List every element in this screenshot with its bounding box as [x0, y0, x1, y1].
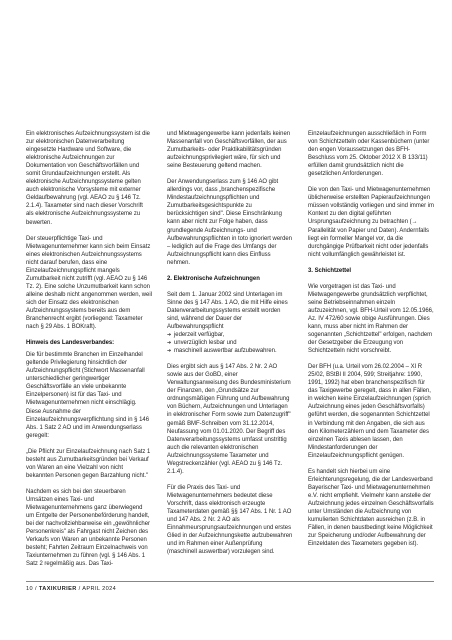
- column-2: [167, 130, 293, 556]
- paragraph: Der BFH (u.a. Urteil vom 26.02.2004 – XI R 25/02, BStBl II 2004, 599; Streitjahre: 1990, 1991, 1992) hat eben branchenspezifisch für das Taxigewerbe geregelt, dass in allen Fällen, in welchen keine Einzelaufzeichnungen (sprich Aufzeichnung eines jeden Geschäftsvorfalls) geführt werden, die sogenannten Schichtzettel in Verbindung mit den Angaben, die sich aus den Kilometerzählern und dem Taxameter des einzelnen Taxis ablesen lassen, den Mindestanforderungen der Einzelaufzeichnungspflicht genügen.: [308, 364, 431, 459]
- list-item: ➔ unverzüglich lesbar und: [167, 339, 293, 347]
- paragraph: Ein elektronisches Aufzeichnungssystem ist die zur elektronischen Datenverarbeitung eingesetzte Hardware und Software, die elektronische Aufzeichnungen zur Dokumentation von Geschäftsvorfällen und somit Grundaufzeichnungen erstellt. Als elektronische Aufzeichnungssysteme gelten auch elektronische Vorsysteme mit externer Geldaufbewahrung (vgl. AEAO zu § 146 Tz. 2.1.4). Taxameter sind nach dieser Vorschrift als elektronische Aufzeichnungssysteme zu bewerten.: [26, 131, 150, 226]
- quote: „Die Pflicht zur Einzelaufzeichnung nach Satz 1 besteht aus Zumutbarkeitsgründen bei Verkauf von Waren an eine Vielzahl von nicht bekannten Personen gegen Barzahlung nicht.": [26, 448, 151, 479]
- paragraph: Es handelt sich hierbei um eine Erleichterungsregelung, die der Landesverband Bayerischer Taxi- und Mietwagenunternehmen e.V. nicht empfiehlt. Vielmehr kann anstelle der Aufzeichnung jedes einzelnen Geschäftsvorfalls unter Umständen die Aufzeichnung von kumulierten Schichtdaten ausreichen (z.B. in Fällen, in denen baustbedingt keine Möglichkeit zur Speicherung und/oder Aufbewahrung der Einzeldaten des Taxameters gegeben ist).: [308, 468, 434, 548]
- list-item: ➔ maschinell auswertbar aufzubewahren.: [167, 347, 293, 355]
- column-3: [308, 130, 434, 548]
- section-heading: 3. Schichtzettel: [308, 267, 352, 274]
- paragraph: Die für bestimmte Branchen im Einzelhandel geltende Privilegierung hinsichtlich der Aufzeichnungspflicht (Stichwort Massenanfall unterschiedlicher geringwertiger Geschäftsvorfälle an viele unbekannte Einzelpersonen) ist für das Taxi- und Mietwagenunternehmen nicht einschlägig. Diese Ausnahme der Einzelaufzeichnungsverpflichtung sind in § 146 Abs. 1 Satz 2 AO und im Anwendungserlass geregelt:: [26, 352, 149, 439]
- paragraph: Seit dem 1. Januar 2002 sind Unterlagen im Sinne des § 147 Abs. 1 AO, die mit Hilfe eines Datenverarbeitungssystems erstellt worden sind, während der Dauer der Aufbewahrungspflicht: [167, 291, 288, 330]
- section-heading: Hinweis des Landesverbandes:: [26, 340, 115, 347]
- magazine-name: TAXIKURIER: [38, 586, 77, 592]
- column-1: [26, 130, 152, 568]
- page-footer: [26, 586, 116, 592]
- list-item: ➔ jederzeit verfügbar,: [167, 331, 293, 339]
- paragraph: Die von den Taxi- und Mietwagenunternehmen üblicherweise erstellten Papieraufzeichnungen müssen vollständig vorliegen und sind immer im Kontext zu den digital geführten Ursprungsaufzeichnung zu betrachten (→ Parallelität von Papier und Daten). Andernfalls liegt ein formeller Mangel vor, da die durchgängige Prüfbarkeit nicht oder jedenfalls nicht vollumfänglich gewährleistet ist.: [308, 187, 434, 258]
- paragraph: Dies ergibt sich aus § 147 Abs. 2 Nr. 2 AO sowie aus der GoBD, einer Verwaltungsanweisung des Bundesministerium der Finanzen, den „Grundsätze zur ordnungsmäßigen Führung und Aufbewahrung von Büchern, Aufzeichnungen und Unterlagen in elektronischer Form sowie zum Datenzugriff" gemäß BMF-Schreiben vom 31.12.2014, Neufassung vom 01.01.2020. Der Begriff des Datenverarbeitungssystems umfasst unstrittig auch die relevanten elektronischen Aufzeichnungssysteme Taxameter und Wegstreckenzähler (vgl. AEAO zu § 146 Tz. 2.1.4).: [167, 364, 291, 475]
- paragraph: Für die Praxis des Taxi- und Mietwagenunternehmers bedeutet diese Vorschrift, dass elektronisch erzeugte Taxameterdaten gemäß §§ 147 Abs. 1 Nr. 1 AO und 147 Abs. 2 Nr. 2 AO als Einnahmeursprungsaufzeichnungen und erstes Glied in der Aufzeichnungskette aufzubewahren und im Rahmen einer Außenprüfung (maschinell auswertbar) vorzulegen sind.: [167, 484, 293, 556]
- paragraph: Der steuerpflichtige Taxi- und Mietwagenunternehmer kann sich beim Einsatz eines elektronischen Aufzeichnungssystems nicht darauf berufen, dass eine Einzelaufzeichnungspflicht mangels Zumutbarkeit nicht zutrifft (vgl. AEAO zu § 146 Tz. 2). Eine solche Unzumutbarkeit kann schon alleine deshalb nicht angenommen werden, weil sich der Einsatz des elektronischen Aufzeichnungssystems bereits aus dem Branchenrecht ergibt (vorliegend: Taxameter nach § 29 Abs. 1 BOKraft).: [26, 235, 152, 331]
- footer-divider: [26, 581, 434, 582]
- paragraph: Nachdem es sich bei den steuerbaren Umsätzen eines Taxi- und Mietwagenunternehmens ganz überwiegend um Entgelte der Personenbeförderung handelt, bei der nachvollziehbarweise ein „gewöhnlicher Personenkreis" als Fahrgast nicht Zeichen des Verkaufs von Waren an unbekannte Personen besteht; Fahrten Zeitraum Einzelnachweis von Taxiunternehmen zu führen (vgl. § 146 Abs. 1 Satz 2 regelmäßig aus. Das Taxi-: [26, 488, 150, 568]
- paragraph: Einzelaufzeichnungen ausschließlich in Form von Schichtzetteln oder Kassenbüchern (unter den engen Voraussetzungen des BFH-Beschluss vom 25. Oktober 2012 X B 133/11) erfüllen damit grundsätzlich nicht die gesetzlichen Anforderungen.: [308, 131, 430, 178]
- paragraph: und Mietwagengewerbe kann jedenfalls keinen Massenanfall von Geschäftsvorfällen, der aus Zumutbarkeits- oder Praktikabilitätsgründen aufzeichnungsprivilegiert wäre, für sich und seine Besteuerung geltend machen.: [167, 131, 291, 170]
- bullet-list: [167, 331, 293, 355]
- footer-separator: /: [33, 586, 39, 592]
- page-number: 10: [26, 586, 34, 592]
- section-heading: 2. Elektronische Aufzeichnungen: [167, 275, 260, 282]
- issue-date: / APRIL 2024: [76, 586, 117, 592]
- paragraph: Wie vorgetragen ist das Taxi- und Mietwagengewerbe grundsätzlich verpflichtet, seine Betriebseinnahmen einzeln aufzuzeichnen, vgl. BFH-Urteil vom 12.05.1966, Az. IV 472/60 sowie obige Ausführungen. Dies kann, muss aber nicht im Rahmen der sogenannten „Schichtzettel" erfolgen, nachdem der Gesetzgeber die Erzeugung von Schichtzetteln nicht vorschreibt.: [308, 283, 434, 355]
- paragraph: Der Anwendungserlass zum § 146 AO gibt allerdings vor, dass „branchenspezifische Mindestaufzeichnungspflichten und Zumutbarkeitsgesichtspunkte zu berücksichtigen sind". Diese Einschränkung kann aber nicht zur Folge haben, dass grundlegende Aufzeichnungs- und Aufbewahrungspflichten in toto ignoriert werden – lediglich auf die Frage des Umfangs der Aufzeichnungspflicht kann dies Einfluss nehmen.: [167, 179, 292, 266]
